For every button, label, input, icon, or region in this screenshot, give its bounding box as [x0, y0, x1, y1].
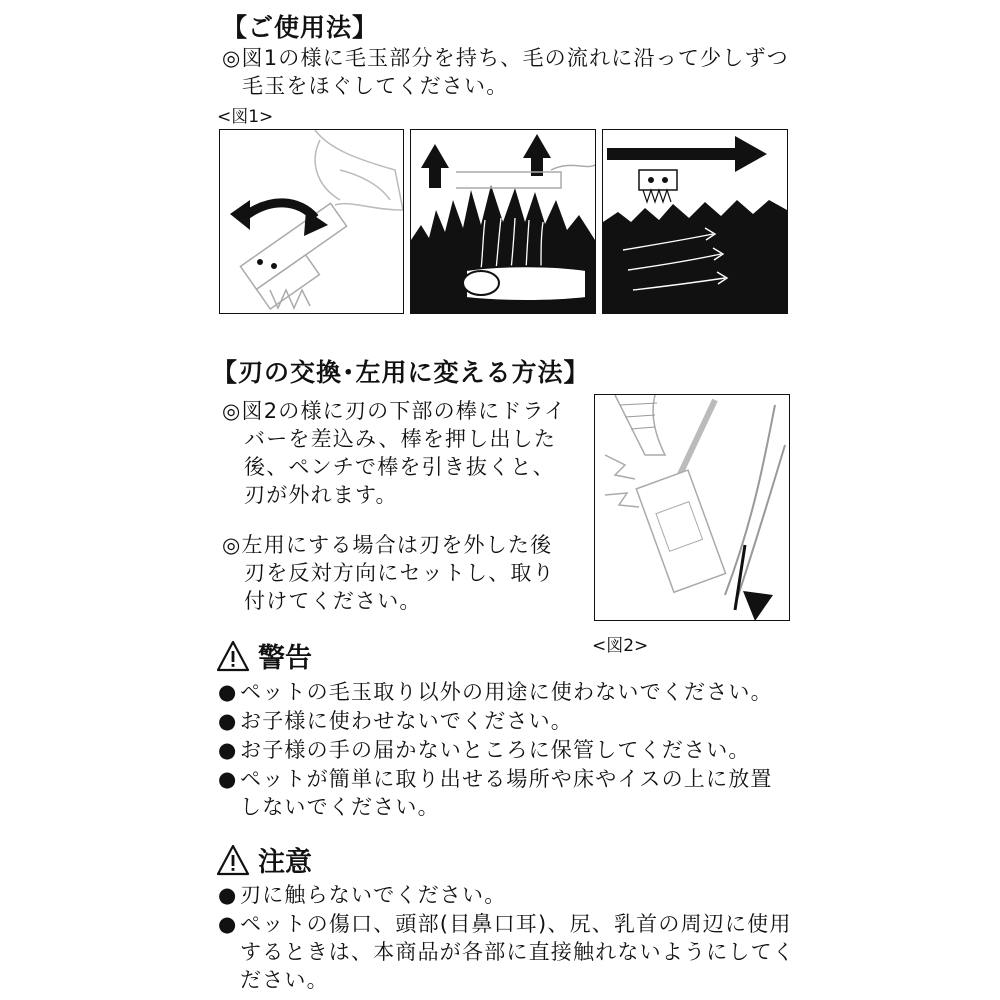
warning-item-3: ● お子様の手の届かないところに保管してください。 [218, 738, 751, 762]
usage-text-line-2: 毛玉をほぐしてください。 [242, 74, 509, 98]
warning-item-1: ● ペットの毛玉取り以外の用途に使わないでください。 [218, 680, 773, 704]
blade-para1-line-3: 後、ペンチで棒を引き抜くと、 [244, 455, 555, 479]
bullet-icon: ● [218, 883, 238, 907]
blade-para2-line-3: 付けてください。 [244, 589, 422, 613]
figure-1-panel-lift [410, 129, 596, 314]
warning-triangle-icon [216, 640, 250, 672]
lifting-fur-illustration [411, 130, 595, 313]
warning-item-4-cont: しないでください。 [240, 795, 440, 819]
usage-heading: 【ご使用法】 [222, 13, 379, 42]
warning-triangle-icon [216, 844, 250, 876]
figure-2-caption: <図2> [592, 636, 649, 656]
bullet-icon: ● [218, 738, 238, 762]
figure-1-panel-hold [219, 129, 404, 314]
usage-text-line-1: ◎図1の様に毛玉部分を持ち、毛の流れに沿って少しずつ [222, 46, 789, 70]
figure-1-panel-slide [602, 129, 788, 314]
figure-2-panel [594, 394, 790, 621]
figure-1-caption: <図1> [217, 107, 274, 127]
blade-para1-line-4: 刃が外れます。 [244, 483, 398, 507]
blade-para2-line-2: 刃を反対方向にセットし、取り [244, 561, 555, 585]
blade-heading: 【刃の交換･左用に変える方法】 [212, 358, 590, 387]
warning-heading [216, 636, 312, 675]
bullet-icon: ● [218, 709, 238, 733]
caution-item-2-cont-2: ださい。 [240, 968, 329, 992]
blade-para1-line-2: バーを差込み、棒を押し出した [244, 427, 557, 451]
warning-title: 警告 [258, 643, 312, 674]
caution-heading [216, 840, 312, 879]
caution-item-1: ● 刃に触らないでください。 [218, 883, 507, 907]
bullet-icon: ● [218, 912, 238, 936]
hand-holding-comb-illustration [220, 130, 403, 313]
blade-para1-line-1: ◎図2の様に刃の下部の棒にドライ [222, 399, 567, 423]
blade-removal-illustration [595, 395, 789, 620]
caution-title: 注意 [258, 847, 312, 878]
sliding-with-fur-illustration [603, 130, 787, 313]
warning-item-4: ● ペットが簡単に取り出せる場所や床やイスの上に放置 [218, 767, 773, 791]
warning-item-2: ● お子様に使わせないでください。 [218, 709, 573, 733]
caution-item-2-cont-1: するときは、本商品が各部に直接触れないようにしてく [240, 940, 795, 964]
caution-item-2: ● ペットの傷口、頭部(目鼻口耳)、尻、乳首の周辺に使用 [218, 912, 792, 936]
blade-para2-line-1: ◎左用にする場合は刃を外した後 [222, 533, 553, 557]
bullet-icon: ● [218, 767, 238, 791]
bullet-icon: ● [218, 680, 238, 704]
